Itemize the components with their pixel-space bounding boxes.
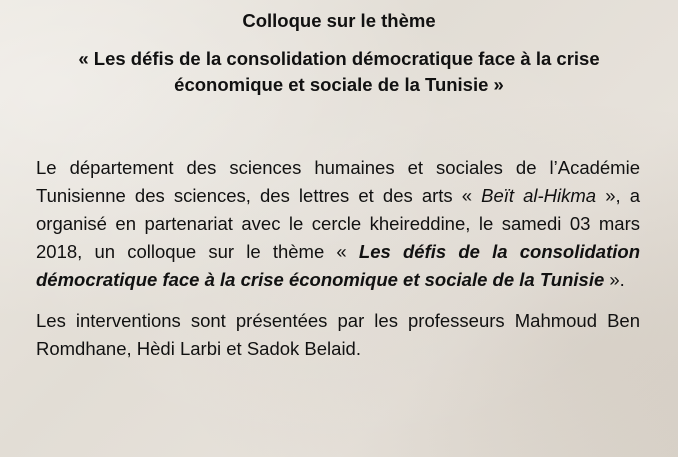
document-body	[36, 154, 640, 363]
intro-text-part3: ».	[604, 269, 625, 290]
intro-text-part2: », a organisé en partenariat avec le cercle kheireddine, le samedi 03 mars 2018, un colloque sur le thème «	[36, 185, 640, 262]
intro-text-part1: Le département des sciences humaines et sociales de l’Académie Tunisienne des sciences, des lettres et des arts «	[36, 157, 640, 206]
colloquium-title: « Les défis de la consolidation démocratique face à la crise économique et sociale de la Tunisie »	[78, 48, 600, 95]
theme-bold-italic: Les défis de la consolidation démocratique face à la crise économique et sociale de la Tunisie	[36, 241, 640, 290]
beit-al-hikma-italic: Beït al-Hikma	[481, 185, 597, 206]
document-header	[0, 8, 678, 98]
intro-paragraph	[36, 154, 640, 294]
colloquium-subject-heading: Colloque sur le thème	[242, 10, 436, 31]
speakers-paragraph: Les interventions sont présentées par les professeurs Mahmoud Ben Romdhane, Hèdi Larbi et Sadok Belaid.	[36, 310, 640, 359]
